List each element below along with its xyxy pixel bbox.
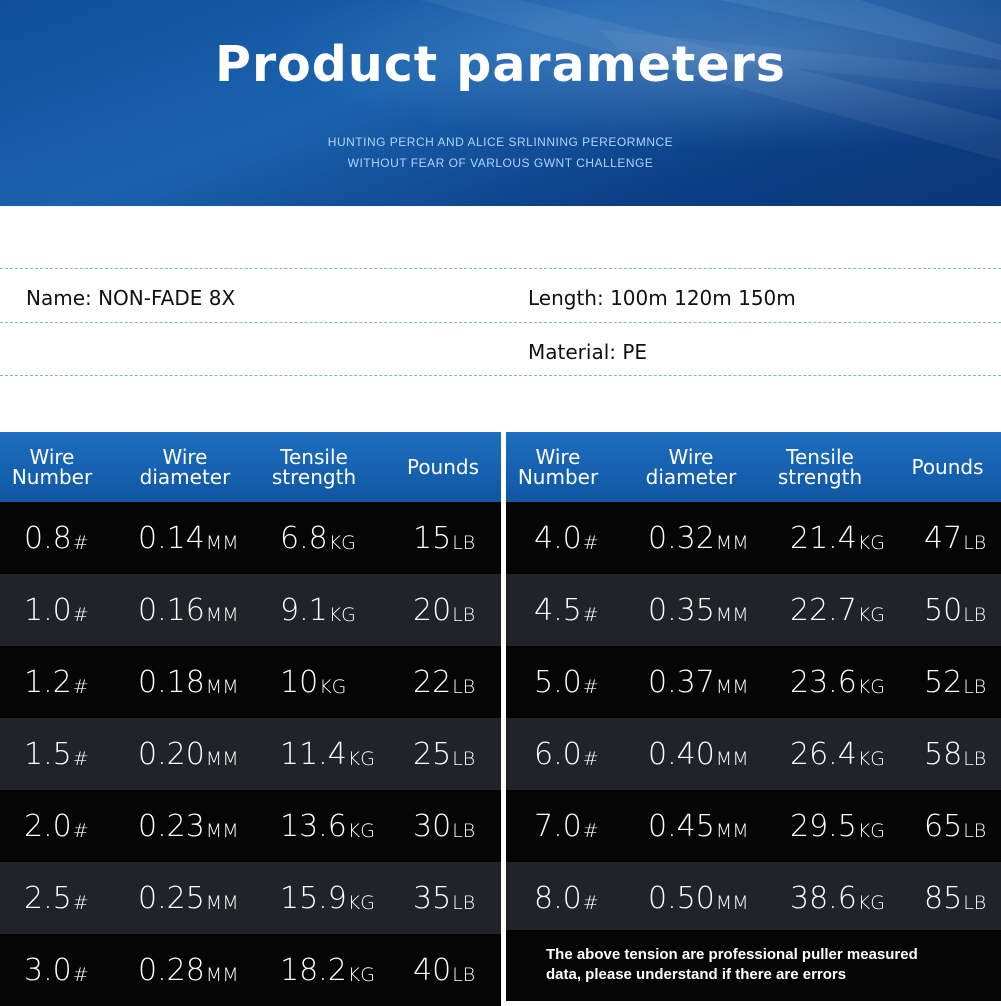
cell-value: 0.23 [138,808,205,844]
cell-unit: KG [328,604,356,626]
cell-value: 7.0 [534,808,582,844]
cell-unit: # [582,532,599,554]
header-pounds: Pounds [911,455,984,479]
header-wire-number: Wire Number [517,445,599,489]
pounds-cell [413,646,475,718]
cell-value: 0.37 [648,664,715,700]
cell-unit: KG [857,604,885,626]
cell-unit: LB [452,964,476,986]
cell-value: 0.40 [648,736,715,772]
dotted-divider [0,268,1001,269]
product-material: Material: PE [528,340,648,364]
table-row [506,646,1001,718]
cell-value: 20 [413,592,452,628]
table-row [0,574,501,646]
banner-subtitle-line-1: HUNTING PERCH AND ALICE SRLINNING PEREORMNCE [327,135,674,149]
cell-value: 0.8 [24,520,72,556]
pounds-cell [924,718,986,790]
cell-unit: LB [452,748,476,770]
cell-unit: MM [205,604,239,626]
cell-unit: # [72,892,89,914]
cell-value: 40 [413,952,452,988]
wire-diameter-cell [138,502,239,574]
tensile-strength-cell [280,574,356,646]
wire-diameter-cell [138,718,239,790]
pounds-cell [924,790,986,862]
table-row [506,862,1001,934]
cell-unit: LB [452,676,476,698]
cell-unit: LB [963,532,987,554]
tensile-strength-cell [280,862,375,934]
cell-unit: MM [205,532,239,554]
cell-unit: MM [715,892,749,914]
cell-unit: # [72,748,89,770]
cell-unit: KG [857,820,885,842]
cell-unit: KG [857,892,885,914]
table-row [0,502,501,574]
cell-unit: KG [347,892,375,914]
cell-value: 4.0 [534,520,582,556]
pounds-cell [413,862,475,934]
cell-unit: MM [205,748,239,770]
pounds-cell [413,790,475,862]
tensile-strength-cell [280,718,375,790]
header-wire-diameter: Wire diameter [139,445,231,489]
wire-number-cell [24,862,89,934]
cell-value: 6.8 [280,520,328,556]
wire-diameter-cell [648,574,749,646]
cell-value: 47 [924,520,963,556]
wire-diameter-cell [648,646,749,718]
cell-unit: MM [205,964,239,986]
cell-value: 5.0 [534,664,582,700]
pounds-cell [413,934,475,1006]
wire-diameter-cell [138,646,239,718]
pounds-cell [413,502,475,574]
wire-number-cell [24,718,89,790]
tensile-strength-cell [790,718,885,790]
wire-diameter-cell [648,790,749,862]
cell-unit: # [72,604,89,626]
cell-value: 15 [413,520,452,556]
dotted-divider [0,375,1001,376]
wire-number-cell [24,502,89,574]
table-row [0,790,501,862]
tensile-strength-cell [790,862,885,934]
cell-value: 58 [924,736,963,772]
cell-value: 1.5 [24,736,72,772]
cell-unit: MM [715,604,749,626]
table-row [0,718,501,790]
tensile-strength-cell [790,790,885,862]
pounds-cell [924,862,986,934]
header-banner [0,0,1001,206]
cell-value: 0.25 [138,880,205,916]
cell-unit: LB [452,820,476,842]
wire-diameter-cell [648,502,749,574]
cell-unit: # [72,676,89,698]
cell-unit: # [72,964,89,986]
cell-value: 50 [924,592,963,628]
cell-value: 0.50 [648,880,715,916]
table-row [506,718,1001,790]
cell-unit: LB [452,892,476,914]
cell-value: 8.0 [534,880,582,916]
wire-number-cell [534,646,599,718]
wire-number-cell [24,790,89,862]
table-header-left [0,432,501,502]
cell-unit: # [582,748,599,770]
product-name: Name: NON-FADE 8X [26,286,236,310]
cell-value: 13.6 [280,808,347,844]
cell-value: 0.16 [138,592,205,628]
cell-value: 38.6 [790,880,857,916]
cell-value: 52 [924,664,963,700]
cell-value: 25 [413,736,452,772]
cell-value: 21.4 [790,520,857,556]
cell-unit: LB [452,604,476,626]
wire-diameter-cell [648,718,749,790]
pounds-cell [413,718,475,790]
tensile-strength-cell [280,790,375,862]
cell-value: 4.5 [534,592,582,628]
header-tensile-strength: Tensile strength [271,445,357,489]
cell-unit: LB [963,676,987,698]
cell-unit: LB [963,892,987,914]
cell-value: 0.28 [138,952,205,988]
wire-number-cell [24,574,89,646]
cell-value: 2.5 [24,880,72,916]
banner-subtitle-line-2: WITHOUT FEAR OF VARLOUS GWNT CHALLENGE [347,156,654,170]
cell-value: 29.5 [790,808,857,844]
cell-value: 0.32 [648,520,715,556]
table-row [506,502,1001,574]
page-title: Product parameters [215,36,786,93]
cell-unit: # [582,892,599,914]
cell-value: 1.2 [24,664,72,700]
wire-number-cell [24,646,89,718]
cell-unit: LB [963,748,987,770]
cell-unit: KG [857,532,885,554]
cell-unit: MM [715,676,749,698]
pounds-cell [924,502,986,574]
table-row [0,646,501,718]
cell-value: 0.20 [138,736,205,772]
cell-unit: KG [328,532,356,554]
wire-diameter-cell [648,862,749,934]
tensile-strength-cell [790,574,885,646]
cell-value: 10 [280,664,319,700]
wire-diameter-cell [138,790,239,862]
cell-value: 0.45 [648,808,715,844]
cell-unit: # [582,676,599,698]
tensile-strength-cell [790,646,885,718]
cell-value: 22 [413,664,452,700]
cell-value: 65 [924,808,963,844]
cell-unit: LB [452,532,476,554]
cell-value: 11.4 [280,736,347,772]
cell-value: 0.18 [138,664,205,700]
fishing-rod-background-graphic [0,0,1001,206]
wire-diameter-cell [138,862,239,934]
header-tensile-strength: Tensile strength [777,445,863,489]
tensile-strength-cell [280,934,375,1006]
cell-unit: MM [715,532,749,554]
measurement-note [506,930,1001,1001]
pounds-cell [924,646,986,718]
cell-unit: # [72,532,89,554]
cell-value: 0.14 [138,520,205,556]
header-wire-number: Wire Number [11,445,93,489]
cell-value: 0.35 [648,592,715,628]
header-pounds: Pounds [406,455,480,479]
cell-value: 3.0 [24,952,72,988]
dotted-divider [0,322,1001,323]
table-row [0,934,501,1006]
cell-unit: LB [963,604,987,626]
header-wire-diameter: Wire diameter [645,445,737,489]
cell-unit: KG [347,820,375,842]
cell-unit: MM [715,820,749,842]
cell-value: 35 [413,880,452,916]
table-row [506,574,1001,646]
pounds-cell [924,574,986,646]
wire-number-cell [534,502,599,574]
cell-value: 2.0 [24,808,72,844]
cell-value: 26.4 [790,736,857,772]
tensile-strength-cell [280,502,356,574]
cell-value: 1.0 [24,592,72,628]
cell-unit: KG [857,748,885,770]
cell-unit: # [582,604,599,626]
wire-number-cell [534,574,599,646]
tensile-strength-cell [790,502,885,574]
cell-unit: KG [347,748,375,770]
wire-number-cell [534,862,599,934]
cell-unit: KG [857,676,885,698]
cell-value: 18.2 [280,952,347,988]
pounds-cell [413,574,475,646]
note-line-1: The above tension are professional puller measured [546,946,918,963]
cell-value: 23.6 [790,664,857,700]
cell-unit: KG [347,964,375,986]
cell-value: 85 [924,880,963,916]
table-header-right [506,432,1001,502]
wire-number-cell [534,790,599,862]
wire-diameter-cell [138,934,239,1006]
cell-value: 22.7 [790,592,857,628]
cell-unit: # [72,820,89,842]
tensile-strength-cell [280,646,346,718]
cell-unit: KG [319,676,347,698]
cell-unit: MM [715,748,749,770]
wire-number-cell [24,934,89,1006]
product-length: Length: 100m 120m 150m [528,286,796,310]
cell-unit: MM [205,820,239,842]
cell-value: 6.0 [534,736,582,772]
cell-unit: LB [963,820,987,842]
cell-unit: MM [205,676,239,698]
wire-diameter-cell [138,574,239,646]
cell-value: 30 [413,808,452,844]
wire-number-cell [534,718,599,790]
table-row [0,862,501,934]
note-line-2: data, please understand if there are errors [546,966,847,983]
cell-value: 15.9 [280,880,347,916]
cell-unit: MM [205,892,239,914]
table-row [506,790,1001,862]
cell-value: 9.1 [280,592,328,628]
cell-unit: # [582,820,599,842]
